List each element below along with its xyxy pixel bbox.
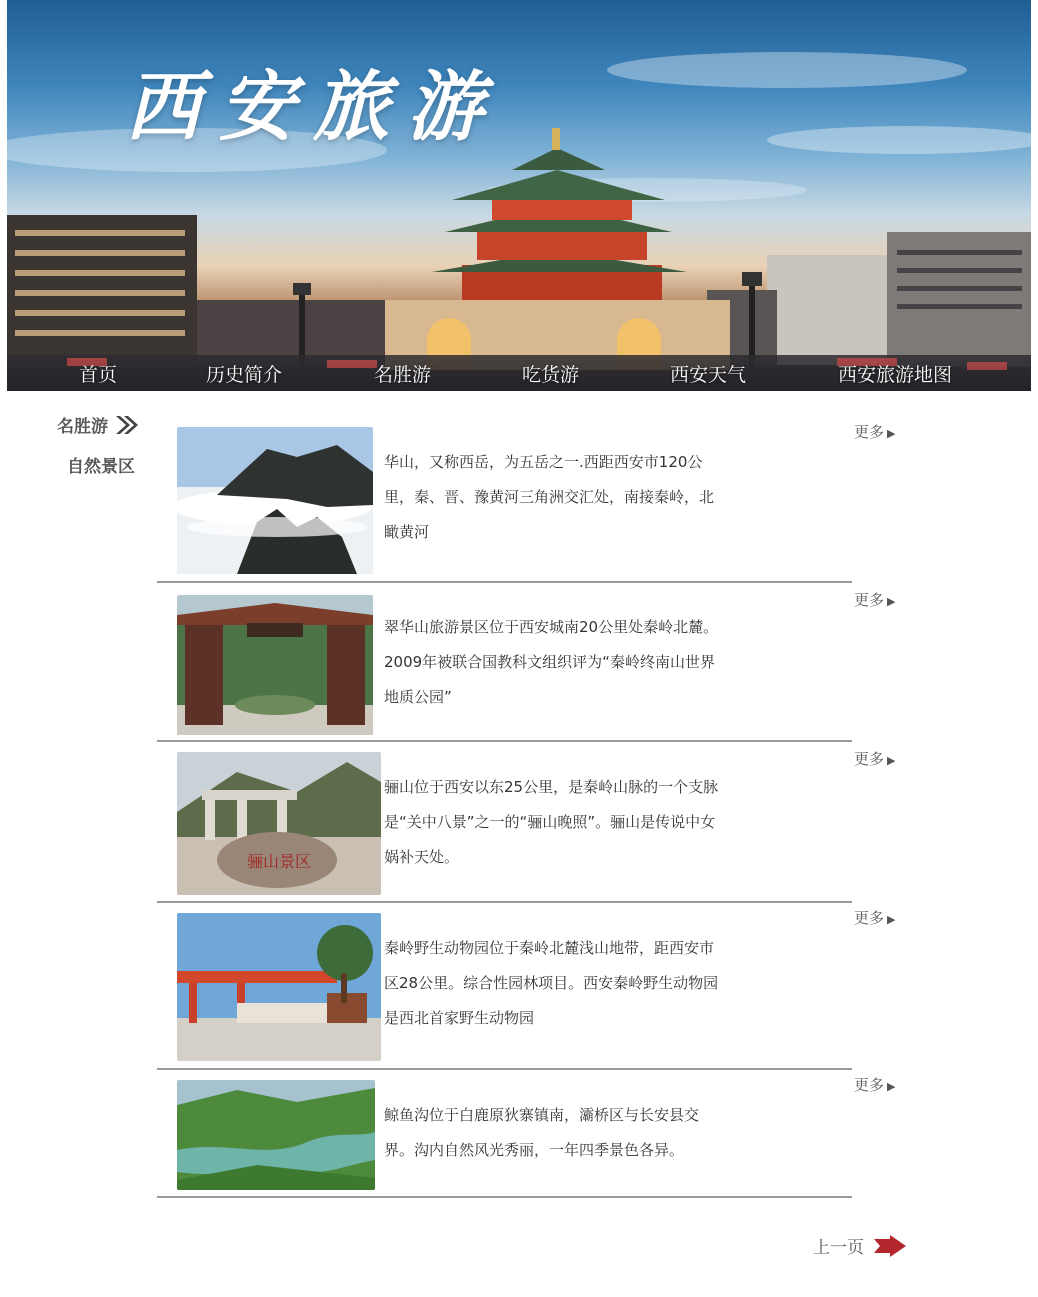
list-item <box>157 1072 896 1198</box>
nav-weather[interactable]: 西安天气 <box>670 364 747 386</box>
more-label: 更多 <box>854 423 885 441</box>
item-description: 翠华山旅游景区位于西安城南20公里处秦岭北麓。2009年被联合国教科文组织评为“秦岭终南山世界地质公园” <box>384 618 719 706</box>
more-label: 更多 <box>854 591 885 609</box>
main-nav <box>7 356 1031 391</box>
more-link[interactable] <box>854 748 895 769</box>
item-description: 鲸鱼沟位于白鹿原狄寨镇南，灞桥区与长安县交界。沟内自然风光秀丽，一年四季景色各异。 <box>384 1106 700 1159</box>
more-label: 更多 <box>854 909 885 927</box>
list-item <box>157 905 896 1070</box>
red-arrow-right-icon <box>874 1235 906 1257</box>
item-description: 秦岭野生动物园位于秦岭北麓浅山地带，距西安市区28公里。综合性园林项目。西安秦岭野生动物园是西北首家野生动物园 <box>384 939 719 1027</box>
sidebar-title-label: 名胜游 <box>57 417 108 437</box>
nav-home[interactable]: 首页 <box>79 364 118 386</box>
item-description: 华山，又称西岳，为五岳之一.西距西安市120公里，秦、晋、豫黄河三角洲交汇处，南接秦岭，北瞰黄河 <box>384 453 715 541</box>
lishan-photo[interactable] <box>177 752 381 895</box>
chevron-right-icon: ▶ <box>887 913 896 926</box>
more-link[interactable] <box>854 907 895 928</box>
svg-text:骊山景区: 骊山景区 <box>247 852 312 871</box>
item-description: 骊山位于西安以东25公里，是秦岭山脉的一个支脉是“关中八景”之一的“骊山晚照”。骊山是传说中女娲补天处。 <box>384 778 719 866</box>
cuihuashan-photo[interactable] <box>177 595 373 735</box>
nav-history[interactable]: 历史简介 <box>206 364 283 386</box>
nav-scenic[interactable]: 名胜游 <box>374 364 432 386</box>
chevron-right-icon: ▶ <box>887 595 896 608</box>
chevron-right-icon: ▶ <box>887 754 896 767</box>
sidebar-title <box>57 412 140 437</box>
site-title: 西安旅游 <box>125 62 501 151</box>
nav-map[interactable]: 西安旅游地图 <box>838 364 953 386</box>
wildlife-park-photo[interactable] <box>177 913 381 1061</box>
more-link[interactable] <box>854 589 895 610</box>
more-label: 更多 <box>854 750 885 768</box>
list-item <box>157 417 896 583</box>
prev-page-button[interactable] <box>813 1233 906 1258</box>
more-link[interactable] <box>854 421 895 442</box>
prev-page-label: 上一页 <box>813 1238 864 1258</box>
list-item <box>157 744 896 903</box>
huashan-photo[interactable] <box>177 427 373 574</box>
more-link[interactable] <box>854 1074 895 1095</box>
chevron-right-icon: ▶ <box>887 1080 896 1093</box>
header-banner <box>7 0 1031 391</box>
nav-food[interactable]: 吃货游 <box>522 364 580 386</box>
more-label: 更多 <box>854 1076 885 1094</box>
sidebar-item-natural-scenery[interactable]: 自然景区 <box>67 457 135 477</box>
list-item <box>157 585 896 742</box>
double-chevron-right-icon <box>114 415 140 435</box>
jingyugou-photo[interactable] <box>177 1080 375 1190</box>
chevron-right-icon: ▶ <box>887 427 896 440</box>
